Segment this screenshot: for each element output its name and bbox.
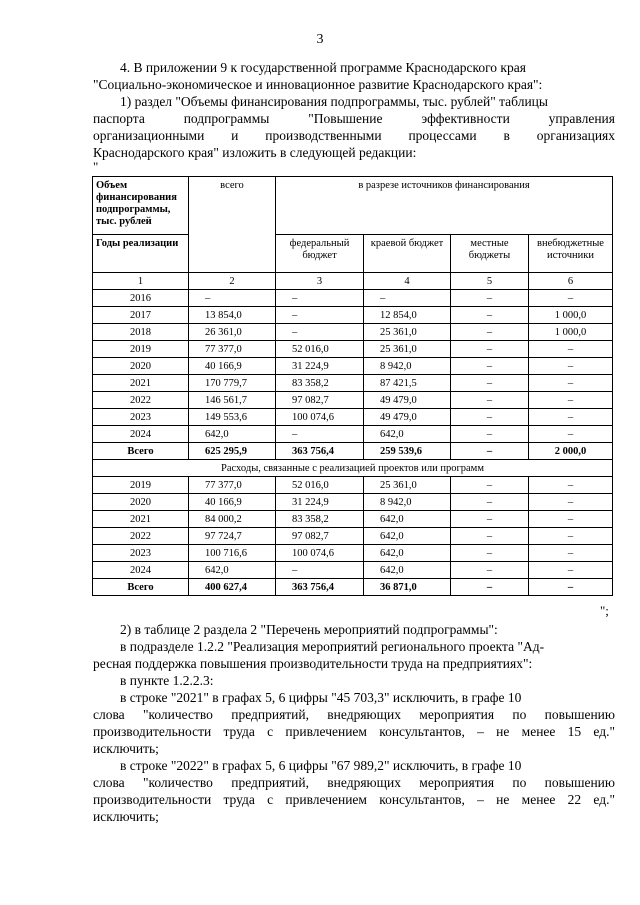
- value-cell: –: [529, 494, 613, 511]
- value-cell: 146 561,7: [189, 392, 276, 409]
- total-cell: 625 295,9: [189, 443, 276, 460]
- value-cell: 170 779,7: [189, 375, 276, 392]
- value-cell: –: [451, 409, 529, 426]
- value-cell: –: [451, 528, 529, 545]
- para-5b: слова "количество предприятий, внедряющих мероприятия по повышению: [93, 775, 615, 790]
- value-cell: 77 377,0: [189, 477, 276, 494]
- table-row: [93, 290, 613, 307]
- value-cell: –: [451, 511, 529, 528]
- value-cell: –: [451, 494, 529, 511]
- table-row: [93, 528, 613, 545]
- value-cell: 40 166,9: [189, 358, 276, 375]
- para-5c: производительности труда с привлечением консультантов, – не менее 22 ед.": [93, 792, 615, 807]
- intro-line-4: паспорта подпрограммы "Повышение эффективности управления: [93, 111, 615, 126]
- value-cell: 97 724,7: [189, 528, 276, 545]
- total-cell: 2 000,0: [529, 443, 613, 460]
- total-cell: –: [451, 443, 529, 460]
- value-cell: 12 854,0: [364, 307, 451, 324]
- table-row: [93, 392, 613, 409]
- value-cell: –: [451, 290, 529, 307]
- value-cell: 52 016,0: [276, 477, 364, 494]
- value-cell: –: [364, 290, 451, 307]
- close-quote: ";: [600, 603, 609, 618]
- value-cell: –: [529, 477, 613, 494]
- para-2a: в подразделе 1.2.2 "Реализация мероприятий регионального проекта "Ад-: [120, 639, 545, 654]
- para-1: 2) в таблице 2 раздела 2 "Перечень мероприятий подпрограммы":: [120, 622, 498, 637]
- total-row-main: [93, 443, 613, 460]
- header-federal: федеральный бюджет: [276, 235, 364, 273]
- value-cell: 49 479,0: [364, 409, 451, 426]
- table-row: [93, 562, 613, 579]
- header-local: местные бюджеты: [451, 235, 529, 273]
- table-row: [93, 307, 613, 324]
- value-cell: 149 553,6: [189, 409, 276, 426]
- total-cell: 363 756,4: [276, 443, 364, 460]
- value-cell: –: [529, 375, 613, 392]
- value-cell: 8 942,0: [364, 494, 451, 511]
- value-cell: –: [276, 426, 364, 443]
- value-cell: 100 074,6: [276, 545, 364, 562]
- value-cell: –: [189, 290, 276, 307]
- intro-line-1: 4. В приложении 9 к государственной программе Краснодарского края: [120, 60, 526, 75]
- total-cell: 363 756,4: [276, 579, 364, 596]
- year-cell: 2020: [93, 494, 189, 511]
- value-cell: 25 361,0: [364, 477, 451, 494]
- total-row-projects: [93, 579, 613, 596]
- section-title: Расходы, связанные с реализацией проектов или программ: [93, 460, 613, 477]
- value-cell: –: [529, 426, 613, 443]
- value-cell: –: [276, 324, 364, 341]
- header-offbudget: внебюджетные источники: [529, 235, 613, 273]
- year-cell: 2024: [93, 562, 189, 579]
- column-numbers-row: [93, 273, 613, 290]
- col-number: 5: [451, 273, 529, 290]
- financing-table: [92, 176, 613, 596]
- year-cell: 2024: [93, 426, 189, 443]
- value-cell: 642,0: [189, 426, 276, 443]
- total-cell: 400 627,4: [189, 579, 276, 596]
- para-5d: исключить;: [93, 809, 159, 824]
- value-cell: 83 358,2: [276, 511, 364, 528]
- value-cell: –: [451, 477, 529, 494]
- year-cell: 2017: [93, 307, 189, 324]
- col-number: 2: [189, 273, 276, 290]
- table-row: [93, 477, 613, 494]
- intro-line-3: 1) раздел "Объемы финансирования подпрограммы, тыс. рублей" таблицы: [120, 94, 548, 109]
- year-cell: 2020: [93, 358, 189, 375]
- table-row: [93, 375, 613, 392]
- value-cell: 97 082,7: [276, 528, 364, 545]
- year-cell: 2022: [93, 528, 189, 545]
- value-cell: –: [529, 528, 613, 545]
- value-cell: 97 082,7: [276, 392, 364, 409]
- year-cell: 2023: [93, 545, 189, 562]
- value-cell: 642,0: [189, 562, 276, 579]
- total-label: Всего: [93, 443, 189, 460]
- value-cell: –: [451, 375, 529, 392]
- year-cell: 2016: [93, 290, 189, 307]
- table-row: [93, 511, 613, 528]
- value-cell: 1 000,0: [529, 324, 613, 341]
- table-row: [93, 426, 613, 443]
- para-4a: в строке "2021" в графах 5, 6 цифры "45 703,3" исключить, в графе 10: [120, 690, 522, 705]
- para-3: в пункте 1.2.2.3:: [120, 673, 214, 688]
- value-cell: 8 942,0: [364, 358, 451, 375]
- total-label: Всего: [93, 579, 189, 596]
- value-cell: 642,0: [364, 426, 451, 443]
- intro-line-2: "Социально-экономическое и инновационное развитие Краснодарского края":: [93, 77, 543, 92]
- value-cell: –: [529, 545, 613, 562]
- value-cell: 26 361,0: [189, 324, 276, 341]
- year-cell: 2019: [93, 341, 189, 358]
- table-row: [93, 324, 613, 341]
- value-cell: –: [529, 392, 613, 409]
- value-cell: –: [276, 562, 364, 579]
- header-label: Объем финансирования подпрограммы, тыс. рублей: [93, 177, 189, 235]
- value-cell: –: [451, 392, 529, 409]
- value-cell: –: [451, 562, 529, 579]
- value-cell: 642,0: [364, 511, 451, 528]
- year-cell: 2022: [93, 392, 189, 409]
- value-cell: –: [529, 511, 613, 528]
- value-cell: –: [276, 307, 364, 324]
- header-total: всего: [189, 177, 276, 273]
- value-cell: 52 016,0: [276, 341, 364, 358]
- value-cell: 642,0: [364, 545, 451, 562]
- value-cell: –: [451, 426, 529, 443]
- value-cell: –: [451, 307, 529, 324]
- table-row: [93, 545, 613, 562]
- table-row: [93, 358, 613, 375]
- value-cell: –: [451, 324, 529, 341]
- value-cell: 13 854,0: [189, 307, 276, 324]
- value-cell: 77 377,0: [189, 341, 276, 358]
- table-row: [93, 494, 613, 511]
- total-cell: 259 539,6: [364, 443, 451, 460]
- year-cell: 2018: [93, 324, 189, 341]
- value-cell: 1 000,0: [529, 307, 613, 324]
- para-2b: ресная поддержка повышения производительности труда на предприятиях":: [93, 656, 533, 671]
- para-4b: слова "количество предприятий, внедряющих мероприятия по повышению: [93, 707, 615, 722]
- total-cell: 36 871,0: [364, 579, 451, 596]
- value-cell: 642,0: [364, 562, 451, 579]
- header-sources: в разрезе источников финансирования: [276, 177, 613, 235]
- value-cell: –: [529, 341, 613, 358]
- total-cell: –: [451, 579, 529, 596]
- value-cell: 40 166,9: [189, 494, 276, 511]
- intro-line-6: Краснодарского края" изложить в следующей редакции:: [93, 145, 417, 160]
- value-cell: –: [529, 562, 613, 579]
- value-cell: 83 358,2: [276, 375, 364, 392]
- year-cell: 2021: [93, 511, 189, 528]
- intro-line-5: организационными и производственными процессами в организациях: [93, 128, 615, 143]
- para-4c: производительности труда с привлечением консультантов, – не менее 15 ед.": [93, 724, 615, 739]
- total-cell: –: [529, 579, 613, 596]
- value-cell: –: [451, 341, 529, 358]
- value-cell: 84 000,2: [189, 511, 276, 528]
- value-cell: –: [276, 290, 364, 307]
- col-number: 1: [93, 273, 189, 290]
- para-5a: в строке "2022" в графах 5, 6 цифры "67 989,2" исключить, в графе 10: [120, 758, 522, 773]
- value-cell: –: [451, 545, 529, 562]
- value-cell: 49 479,0: [364, 392, 451, 409]
- value-cell: 642,0: [364, 528, 451, 545]
- open-quote: ": [93, 159, 99, 174]
- header-years: Годы реализации: [93, 235, 189, 273]
- value-cell: –: [451, 358, 529, 375]
- table-row: [93, 409, 613, 426]
- value-cell: 87 421,5: [364, 375, 451, 392]
- header-regional: краевой бюджет: [364, 235, 451, 273]
- value-cell: –: [529, 409, 613, 426]
- value-cell: 31 224,9: [276, 358, 364, 375]
- year-cell: 2019: [93, 477, 189, 494]
- value-cell: 100 716,6: [189, 545, 276, 562]
- col-number: 4: [364, 273, 451, 290]
- table-row: [93, 341, 613, 358]
- col-number: 6: [529, 273, 613, 290]
- year-cell: 2023: [93, 409, 189, 426]
- col-number: 3: [276, 273, 364, 290]
- value-cell: 100 074,6: [276, 409, 364, 426]
- year-cell: 2021: [93, 375, 189, 392]
- value-cell: 31 224,9: [276, 494, 364, 511]
- value-cell: 25 361,0: [364, 324, 451, 341]
- value-cell: –: [529, 358, 613, 375]
- value-cell: –: [529, 290, 613, 307]
- page-number: 3: [316, 32, 324, 47]
- para-4d: исключить;: [93, 741, 159, 756]
- value-cell: 25 361,0: [364, 341, 451, 358]
